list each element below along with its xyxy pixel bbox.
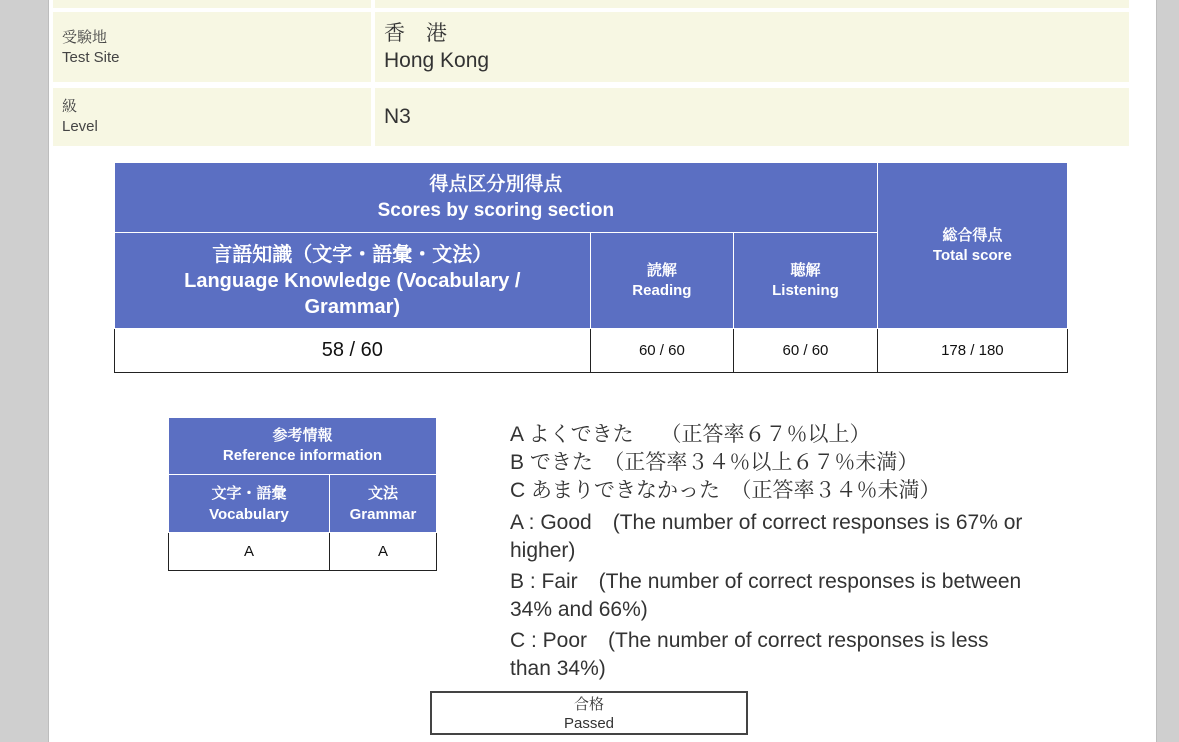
legend-jp-a: A よくできた （正答率６７％以上） xyxy=(510,423,871,446)
test-site-label-en: Test Site xyxy=(62,49,120,66)
total-score-header-jp: 総合得点 xyxy=(942,226,1003,244)
reference-col-grammar xyxy=(330,475,437,533)
section-name-en: Reading xyxy=(632,281,692,299)
scores-header-en: Scores by scoring section xyxy=(377,199,615,221)
level-label-en: Level xyxy=(62,118,98,135)
section-name-en: Listening xyxy=(772,281,839,299)
vocabulary-grade: A xyxy=(169,533,330,571)
section-header-listening xyxy=(734,233,878,329)
top-row-strip xyxy=(53,0,1129,8)
total-score: 178 / 180 xyxy=(877,329,1067,373)
section-name-en: Language Knowledge (Vocabulary / Grammar) xyxy=(184,269,521,318)
level-value xyxy=(375,88,1129,146)
language-knowledge-score: 58 / 60 xyxy=(115,329,591,373)
grade-legend xyxy=(510,421,1030,682)
score-report-page xyxy=(48,0,1157,742)
total-score-header xyxy=(877,163,1067,329)
listening-score: 60 / 60 xyxy=(734,329,878,373)
test-site-row xyxy=(53,12,1129,82)
reference-col-vocabulary xyxy=(169,475,330,533)
scores-header-jp: 得点区分別得点 xyxy=(429,173,563,195)
legend-en-a: A : Good (The number of correct responses is 67% or higher) xyxy=(510,511,1023,562)
test-site-value-jp: 香 港 xyxy=(384,22,447,45)
reference-col-en: Vocabulary xyxy=(209,505,289,523)
reading-score: 60 / 60 xyxy=(590,329,734,373)
reference-col-jp: 文字・語彙 xyxy=(211,484,287,502)
pass-result-en: Passed xyxy=(563,715,615,732)
total-score-header-en: Total score xyxy=(932,246,1012,264)
level-value-text: N3 xyxy=(384,105,411,128)
grammar-grade: A xyxy=(330,533,437,571)
reference-header xyxy=(169,418,437,475)
reference-table xyxy=(168,417,437,571)
section-name-jp: 聴解 xyxy=(790,261,821,279)
legend-jp-c: C あまりできなかった （正答率３４％未満） xyxy=(510,479,941,502)
pass-result-box xyxy=(430,691,748,735)
legend-jp-b: B できた （正答率３４％以上６７％未満） xyxy=(510,451,919,474)
level-label xyxy=(53,88,371,146)
reference-header-jp: 参考情報 xyxy=(272,427,333,444)
reference-col-jp: 文法 xyxy=(367,484,398,502)
scores-header xyxy=(115,163,878,233)
test-site-label-jp: 受験地 xyxy=(62,29,108,46)
level-label-jp: 級 xyxy=(62,98,78,115)
legend-en-c: C : Poor (The number of correct responses is less than 34%) xyxy=(510,629,989,680)
section-header-reading xyxy=(590,233,734,329)
level-row xyxy=(53,88,1129,146)
reference-header-en: Reference information xyxy=(222,447,383,464)
legend-en-b: B : Fair (The number of correct responses is between 34% and 66%) xyxy=(510,570,1022,621)
test-site-value xyxy=(375,12,1129,82)
scores-table xyxy=(114,162,1068,373)
section-name-jp: 読解 xyxy=(646,261,677,279)
section-name-jp: 言語知識（文字・語彙・文法） xyxy=(212,243,493,266)
pass-result-jp: 合格 xyxy=(573,696,604,713)
test-site-label xyxy=(53,12,371,82)
section-header-language-knowledge xyxy=(115,233,591,329)
test-site-value-en: Hong Kong xyxy=(384,49,490,72)
reference-col-en: Grammar xyxy=(349,505,417,523)
